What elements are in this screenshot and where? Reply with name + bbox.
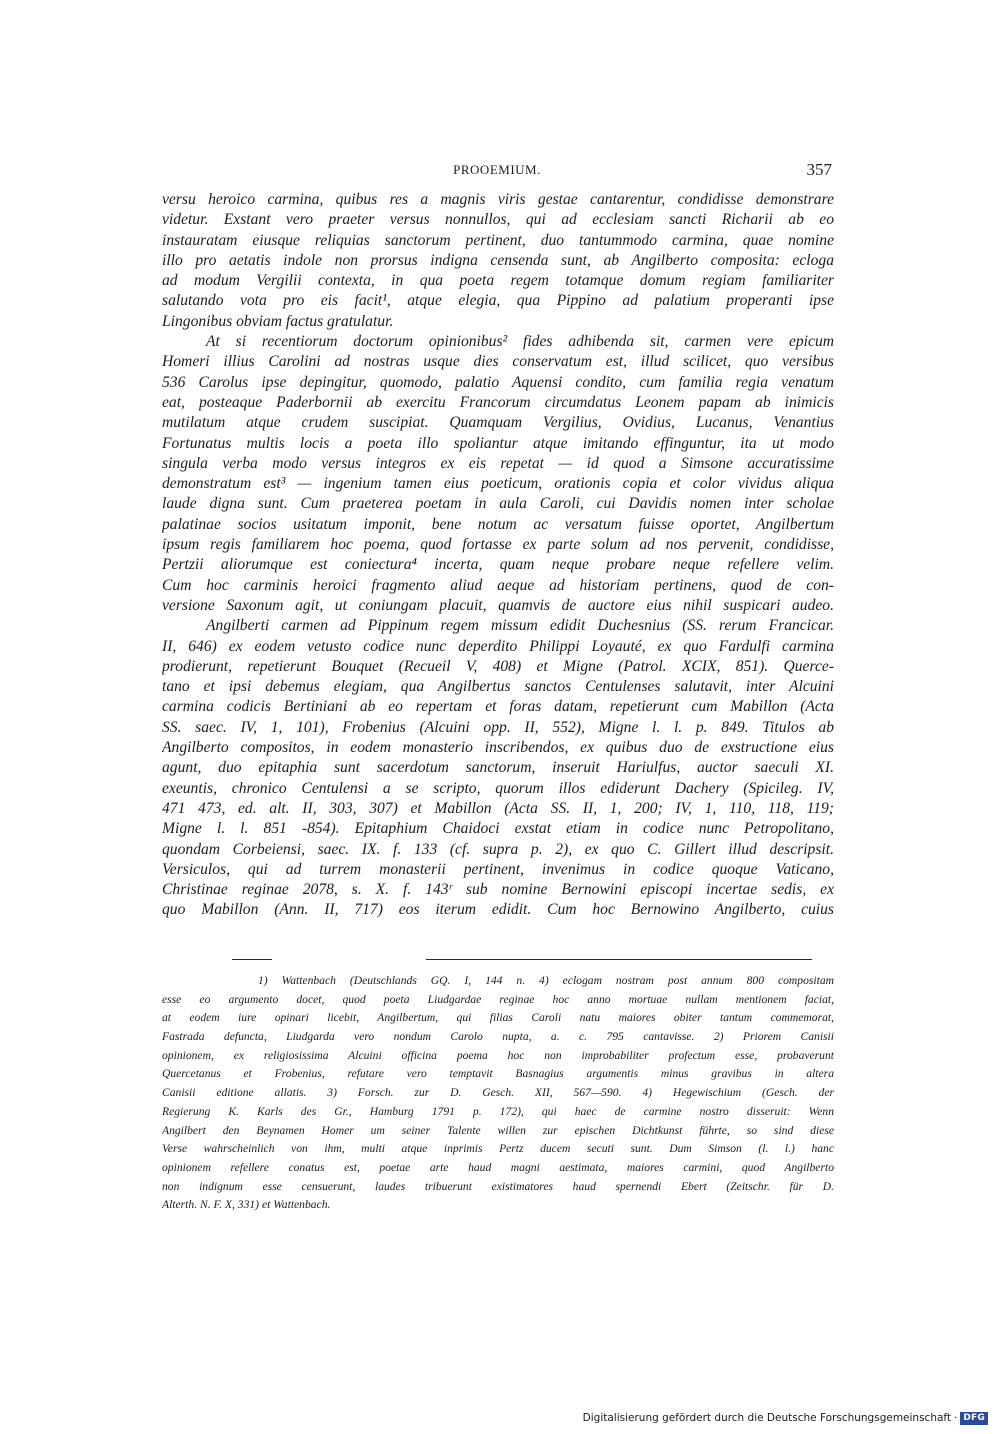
page-number: 357 — [806, 160, 832, 179]
text-line: quondam Corbeiensi, saec. IX. f. 133 (cf. supra p. 2), ex quo C. Gillert illud descripsit. — [162, 840, 834, 858]
text-line: ipsum regis familiarem hoc poema, quod fortasse ex parte solum ad nos pervenit, condidisse, — [162, 536, 834, 554]
footnote-line: Regierung K. Karls des Gr., Hamburg 1791 p. 172), qui haec de carmine nostro disseruit: Wenn — [162, 1104, 834, 1118]
text-line: instauratam eiusque reliquias sanctorum pertinent, duo tantummodo carmina, quae nomine — [162, 231, 834, 249]
footnote-line: Canisii editione allatis. 3) Forsch. zur D. Gesch. XII, 567—590. 4) Hegewischium (Gesch. der — [162, 1086, 834, 1100]
text-line: versu heroico carmina, quibus res a magnis viris gestae cantarentur, condidisse demonstrare — [162, 191, 834, 208]
text-line: palatinae socios usitatum imponit, bene notum ac versatum fuisse oportet, Angilbertum — [162, 515, 834, 533]
text-line: eat, posteaque Paderbornii ab exercitu Francorum circumdatus Leonem papam ab inimicis — [162, 393, 834, 411]
text-line: carmina codicis Bertiniani ab eo repertam et foras datam, repetierunt cum Mabillon (Acta — [162, 698, 834, 716]
text-line: Angilberti carmen ad Pippinum regem missum edidit Duchesnius (SS. rerum Francicar. — [206, 617, 834, 635]
credit-text: Digitalisierung gefördert durch die Deutsche Forschungsgemeinschaft — [582, 1412, 952, 1424]
text-line: mutilatum atque crudem suscipiat. Quamquam Vergilius, Ovidius, Lucanus, Venantius — [162, 414, 834, 432]
text-line: 471 473, ed. alt. II, 303, 307) et Mabillon (Acta SS. II, 1, 200; IV, 1, 110, 118, 119; — [162, 799, 834, 817]
text-line: agunt, duo epitaphia sunt sacerdotum sanctorum, inseruit Hariulfus, auctor saeculi XI. — [162, 759, 834, 777]
footnote-line: Fastrada defuncta, Liudgarda vero nondum Carolo nupta, a. c. 795 cantavisse. 2) Priorem Canisii — [162, 1030, 834, 1044]
text-line: videtur. Exstant vero praeter versus nonnullos, qui ad ecclesiam sancti Richarii ab eo — [162, 211, 834, 229]
text-line: singula verba modo versus integros ex eis repetat — id quod a Simsone accuratissime — [162, 454, 834, 472]
footnote-line: opinionem refellere conatus est, poetae arte haud magni aestimata, maiores carmini, quod Angilberto — [162, 1160, 834, 1174]
text-line: Versiculos, qui ad turrem monasterii pertinent, invenimus in codice quoque Vaticano, — [162, 860, 834, 878]
footnote-line: opinionem, ex religiosissima Alcuini officina poema hoc non improbabiliter profectum esse, probaverunt — [162, 1048, 834, 1062]
text-line: Homeri illius Carolini ad nostras usque dies conservatum est, illud scilicet, quo versibus — [162, 353, 834, 371]
text-line: exeuntis, chronico Centulensi a se scripto, quorum illos ediderunt Dachery (Spicileg. IV, — [162, 779, 834, 797]
text-line: Angilberto compositos, in eodem monasterio inscribendos, ex quibus duo de exstructione eius — [162, 739, 834, 757]
text-line: SS. saec. IV, 1, 101), Frobenius (Alcuini opp. II, 552), Migne l. l. p. 849. Titulos ab — [162, 718, 834, 736]
text-line: quo Mabillon (Ann. II, 717) eos iterum edidit. Cum hoc Bernowino Angilberto, cuius — [162, 901, 834, 919]
running-title: PROOEMIUM. — [453, 162, 541, 177]
dfg-logo-icon: DFG — [960, 1412, 988, 1425]
footnote-line: Verse wahrscheinlich von ihm, multi atque inprimis Pertz ducem secuti sunt. Dum Simson (l. l.) hanc — [162, 1142, 834, 1156]
text-line: Migne l. l. 851 -854). Epitaphium Chaidoci exstat etiam in codice nunc Petropolitano, — [162, 820, 834, 838]
text-line: tano et ipsi debemus elegiam, qua Angilbertus sanctos Centulenses salutavit, inter Alcuini — [162, 678, 834, 696]
text-line: laude digna sunt. Cum praeterea poetam in aula Caroli, cui Davidis nomen inter scholae — [162, 495, 834, 513]
text-line: Pertzii aliorumque est coniectura⁴ incerta, quam neque probare neque refellere velim. — [162, 556, 834, 574]
main-text — [162, 190, 834, 921]
text-line: At si recentiorum doctorum opinionibus² fides adhibenda sit, carmen vere epicum — [206, 333, 834, 351]
footnote-line: esse eo argumento docet, quod poeta Liudgardae reginae hoc anno mortuae nullam mentionem faciat, — [162, 992, 834, 1006]
text-line: ad modum Vergilii contexta, in qua poeta regem totamque domum regiam familiariter — [162, 272, 834, 290]
text-line: versione Saxonum agit, ut coniungam placuit, quamvis de auctore eius nihil suspicari audeo. — [162, 596, 834, 614]
text-line: II, 646) ex eodem vetusto codice nunc deperdito Philippi Loyauté, ex quo Fardulfi carmina — [162, 637, 834, 655]
text-line: Cum hoc carminis heroici fragmento aliud aeque ad historiam pertinens, quod de con- — [162, 576, 834, 594]
running-head — [162, 160, 832, 184]
footnote-line: 1) Wattenbach (Deutschlands GQ. I, 144 n. 4) eclogam nostram post annum 800 compositam — [258, 974, 834, 987]
text-line: salutando vota pro eis facit¹, atque elegia, qua Pippino ad palatium properanti ipse — [162, 292, 834, 310]
text-line: illo pro aetatis indole non prorsus indigna censenda sunt, ab Angilberto composita: ecloga — [162, 251, 834, 269]
footnotes — [162, 972, 834, 1215]
text-line: 536 Carolus ipse depingitur, quomodo, palatio Aquensi condito, cum familia regia venatum — [162, 373, 834, 391]
footnote-line: non indignum esse censuerunt, laudes tribuerunt existimatores haud spernendi Ebert (Zeitschr. für D. — [162, 1179, 834, 1193]
text-line: demonstratum est³ — ingenium tamen eius poeticum, orationis copia et color vividus aliqua — [162, 475, 834, 493]
text-line: prodierunt, repetierunt Bouquet (Recueil V, 408) et Migne (Patrol. XCIX, 851). Querce- — [162, 657, 834, 675]
footnote-line: Alterth. N. F. X, 331) et Wattenbach. — [162, 1198, 331, 1212]
text-line: Lingonibus obviam factus gratulatur. — [162, 312, 394, 330]
footnote-line: Quercetanus et Frobenius, refutare vero temptavit Basnagius argumentis minus gravibus in altera — [162, 1067, 834, 1081]
footnote-line: Angilbert den Beynamen Homer um seiner Talente willen zur epischen Dichtkunst führte, so sind diese — [162, 1123, 834, 1137]
text-line: Christinae reginae 2078, s. X. f. 143ʳ sub nomine Bernowini episcopi incertae sedis, ex — [162, 881, 834, 899]
digitization-credit: Digitalisierung gefördert durch die Deutsche Forschungsgemeinschaft · DFG — [608, 1410, 988, 1426]
footnote-separator — [232, 958, 812, 962]
footnote-line: at eodem iure opinari licebit, Angilbertum, qui filias Caroli natu maiores obiter tantum commemorat, — [162, 1011, 834, 1025]
text-line: Fortunatus multis locis a poeta illo spoliantur atque imitando effinguntur, ita ut modo — [162, 434, 834, 452]
